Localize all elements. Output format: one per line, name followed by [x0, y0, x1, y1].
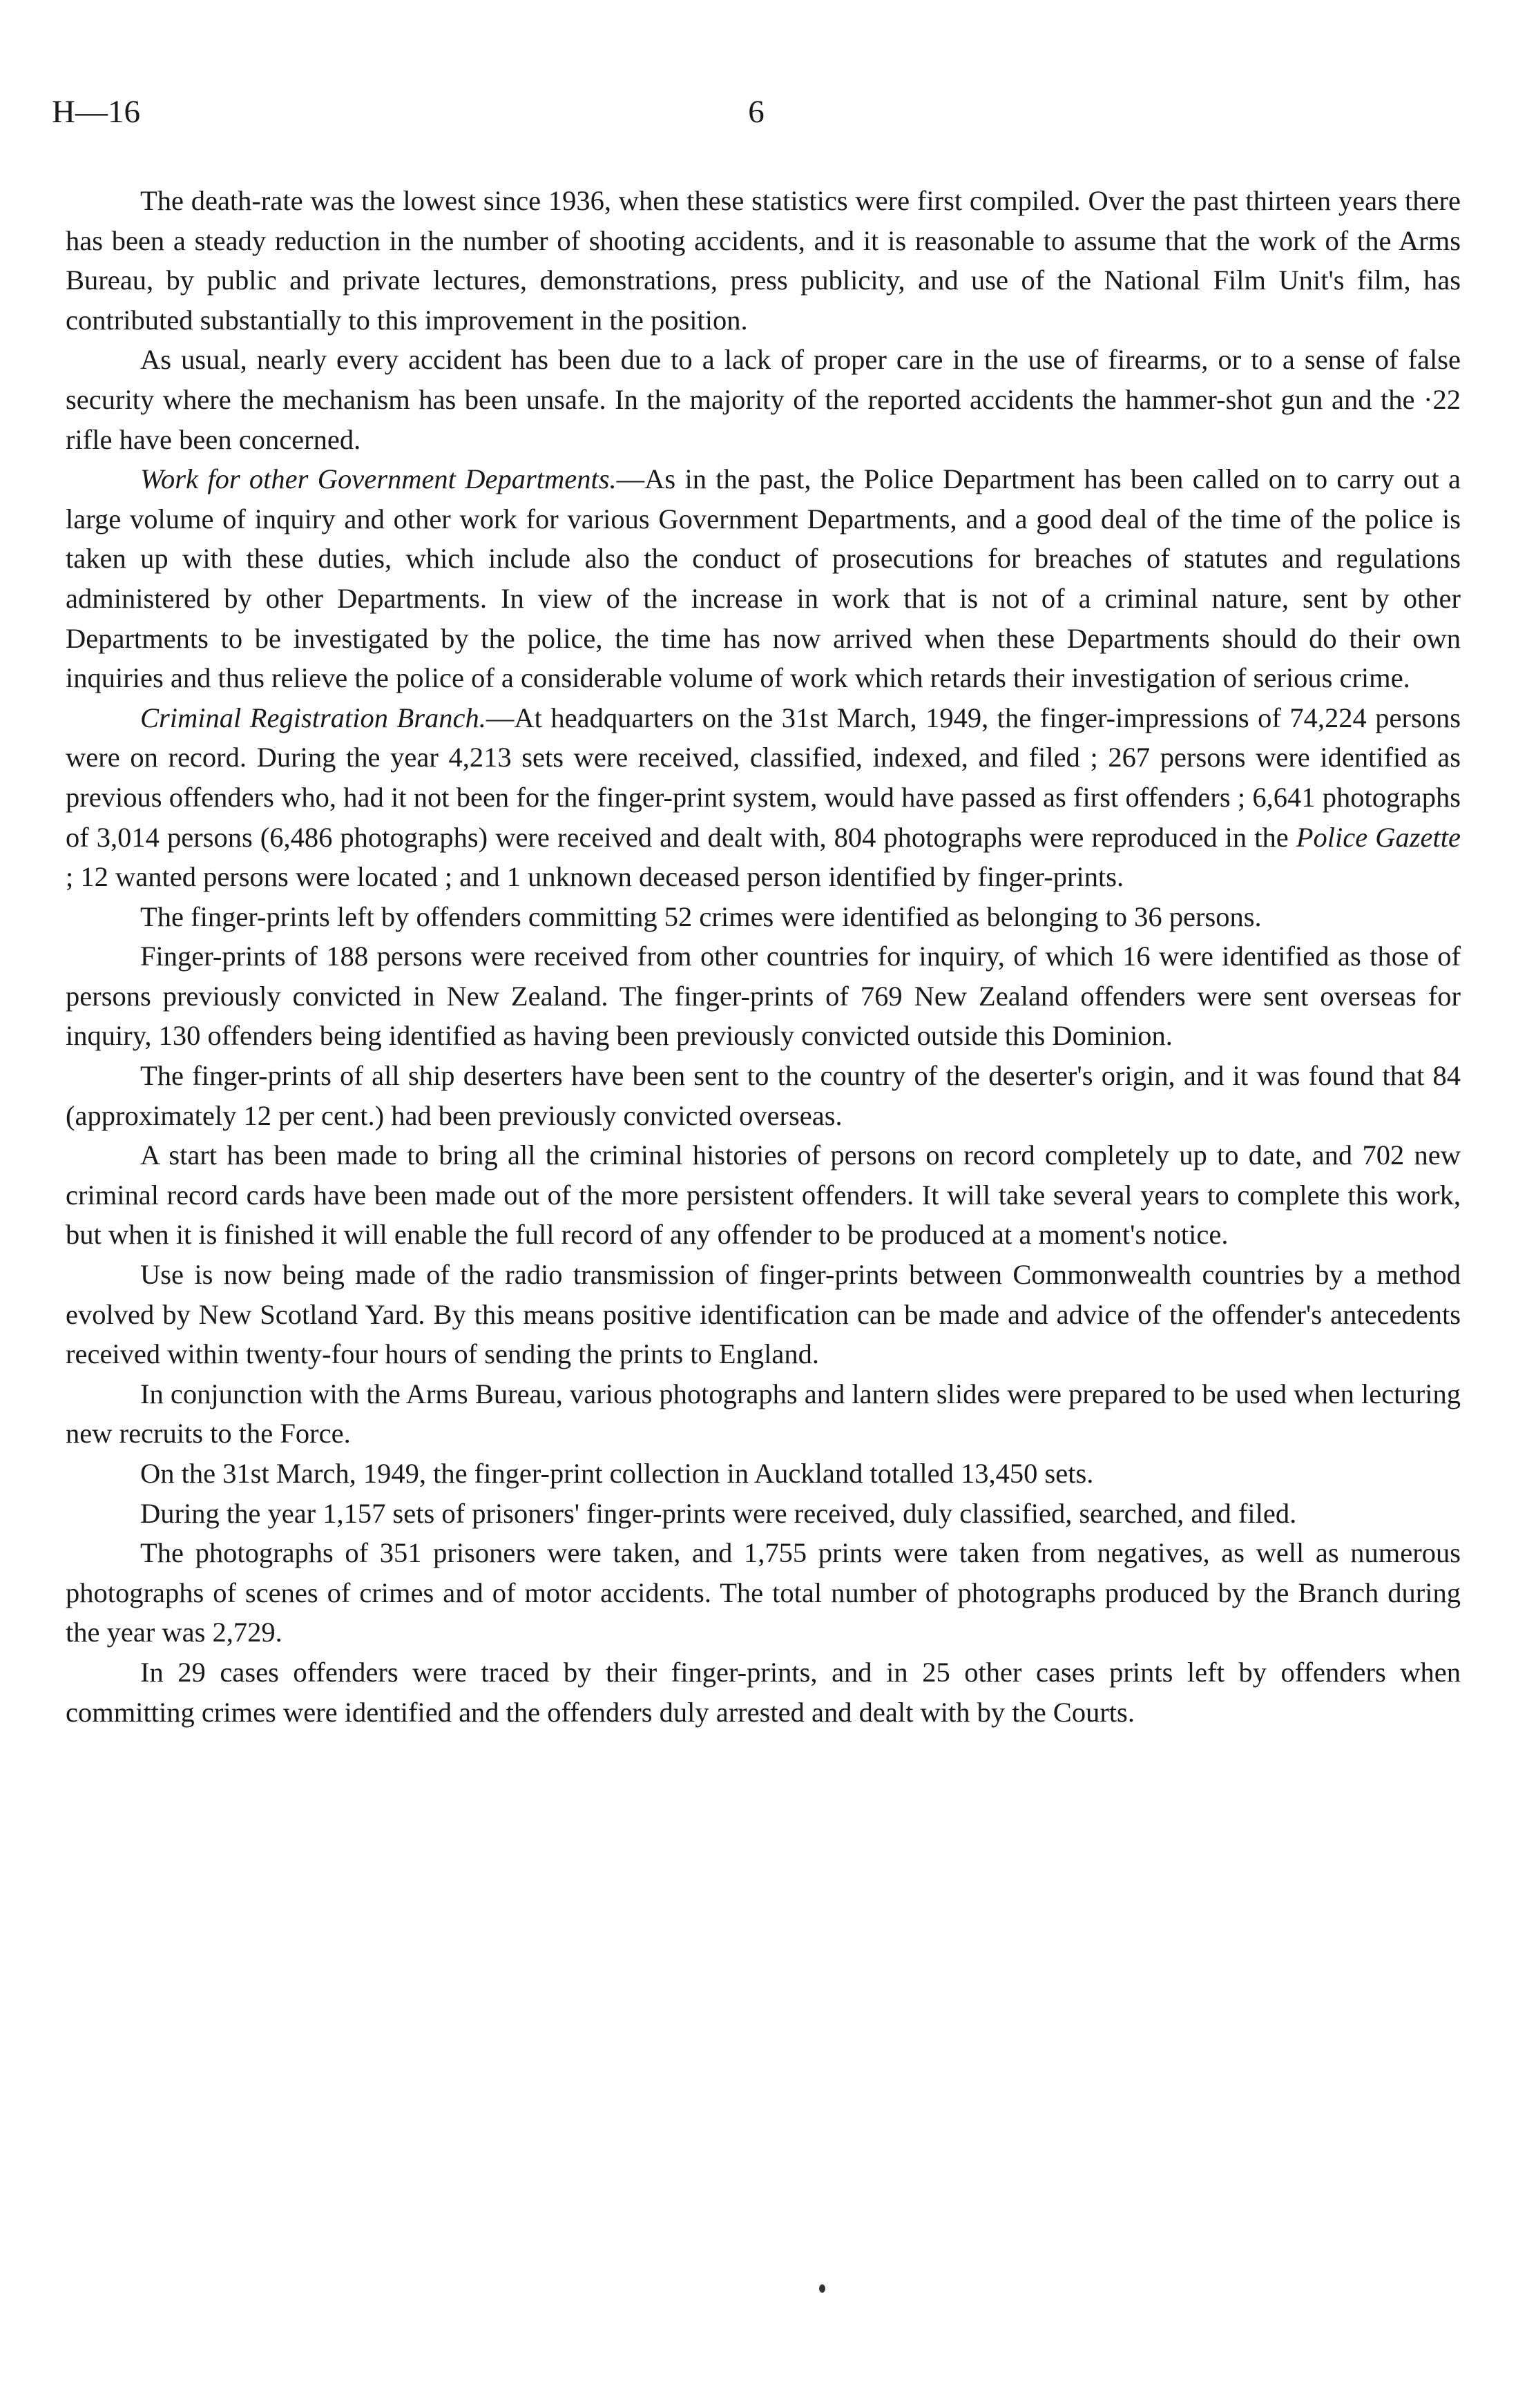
publication-title: Police Gazette	[1296, 821, 1461, 853]
paragraph: During the year 1,157 sets of prisoners' finger-prints were received, duly classified, searched, and filed.	[140, 1497, 1297, 1529]
page-number: 6	[748, 94, 765, 130]
paragraph: As usual, nearly every accident has been due to a lack of proper care in the use of firearms, or to a sense of false security where the mechanism has been unsafe. In the majority of the reported accidents the hammer-shot gun and the ·22 rifle have been concerned.	[66, 344, 1461, 455]
paragraph: The death-rate was the lowest since 1936, when these statistics were first compiled. Over the past thirteen years there has been a steady reduction in the number of shooting accidents, and it is reasonable to assume that the work of the Arms Bureau, by public and private lectures, demonstrations, press publicity, and use of the National Film Unit's film, has contributed substantially to this improvement in the position.	[66, 185, 1461, 336]
paragraph: Work for other Government Departments.—As in the past, the Police Department has been called on to carry out a large volume of inquiry and other work for various Government Departments, and a good deal of the time of the police is taken up with these duties, which include also the conduct of prosecutions for breaches of statutes and regulations administered by other Departments. In view of the increase in work that is not of a criminal nature, sent by other Departments to be investigated by the police, the time has now arrived when these Departments should do their own inquiries and thus relieve the police of a considerable volume of work which retards their investigation of serious crime.	[66, 463, 1461, 694]
stray-ink-mark	[819, 2284, 825, 2293]
paragraph: The finger-prints of all ship deserters have been sent to the country of the deserter's origin, and it was found that 84 (approximately 12 per cent.) had been previously convicted overseas.	[66, 1060, 1461, 1131]
paragraph: Use is now being made of the radio transmission of finger-prints between Commonwealth countries by a method evolved by New Scotland Yard. By this means positive identification can be made and advice of the offender's antecedents received within twenty-four hours of sending the prints to England.	[66, 1259, 1461, 1370]
section-heading: Work for other Government Departments.	[140, 463, 617, 495]
paragraph: Criminal Registration Branch.—At headquarters on the 31st March, 1949, the finger-impressions of 74,224 persons were on record. During the year 4,213 sets were received, classified, indexed, and filed ; 267 persons were identified as previous offenders who, had it not been for the finger-print system, would have passed as first offenders ; 6,641 photographs of 3,014 persons (6,486 photographs) were received and dealt with, 804 photographs were reproduced in the Police Gazette ; 12 wanted persons were located ; and 1 unknown deceased person identified by finger-prints.	[66, 702, 1461, 893]
paragraph: In 29 cases offenders were traced by their finger-prints, and in 25 other cases prints left by offenders when committing crimes were identified and the offenders duly arrested and dealt with by the Courts.	[66, 1656, 1461, 1728]
body-text	[66, 181, 1461, 1732]
paragraph: The photographs of 351 prisoners were taken, and 1,755 prints were taken from negatives, as well as numerous photographs of scenes of crimes and of motor accidents. The total number of photographs produced by the Branch during the year was 2,729.	[66, 1537, 1461, 1648]
paragraph: A start has been made to bring all the criminal histories of persons on record completely up to date, and 702 new criminal record cards have been made out of the more persistent offenders. It will take several years to complete this work, but when it is finished it will enable the full record of any offender to be produced at a moment's notice.	[66, 1139, 1461, 1251]
paragraph: In conjunction with the Arms Bureau, various photographs and lantern slides were prepared to be used when lecturing new recruits to the Force.	[66, 1378, 1461, 1449]
paragraph: The finger-prints left by offenders committing 52 crimes were identified as belonging to 36 persons.	[140, 900, 1262, 932]
paragraph: Finger-prints of 188 persons were received from other countries for inquiry, of which 16 were identified as those of persons previously convicted in New Zealand. The finger-prints of 769 New Zealand offenders were sent overseas for inquiry, 130 offenders being identified as having been previously convicted outside this Dominion.	[66, 941, 1461, 1052]
paragraph: On the 31st March, 1949, the finger-print collection in Auckland totalled 13,450 sets.	[140, 1458, 1094, 1489]
page-header	[52, 91, 1461, 133]
document-reference: H—16	[52, 94, 140, 130]
section-heading: Criminal Registration Branch.	[140, 702, 486, 733]
